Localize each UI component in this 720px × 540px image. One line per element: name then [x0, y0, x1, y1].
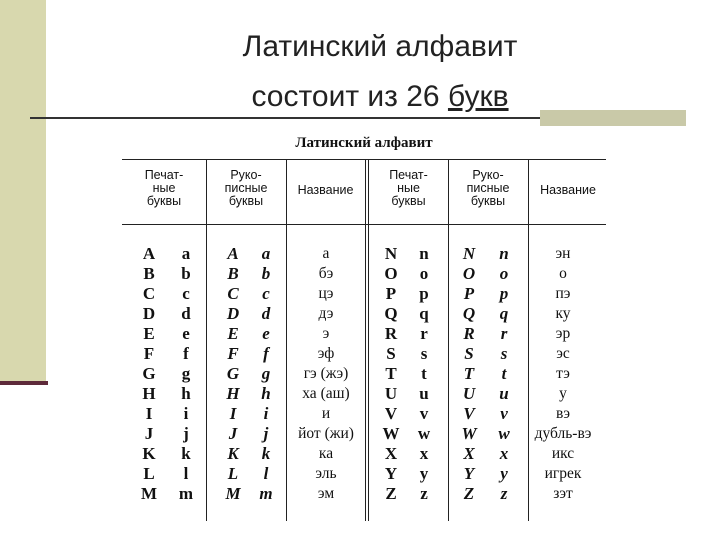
printed-upper: U: [384, 384, 398, 403]
printed-upper: H: [142, 384, 156, 403]
printed-upper: I: [145, 404, 153, 423]
sidebar-decoration: [0, 0, 46, 383]
table-top-rule: [122, 159, 606, 160]
slide-title-line2-prefix: состоит из 26: [251, 80, 448, 113]
handwritten-upper: W: [461, 424, 477, 443]
letter-name: эс: [556, 345, 570, 362]
alphabet-table: [118, 129, 610, 521]
letter-name: зэт: [553, 485, 573, 502]
printed-lower: f: [183, 344, 189, 363]
letter-name: а: [322, 245, 330, 262]
printed-lower: r: [420, 324, 428, 343]
handwritten-lower: c: [262, 284, 270, 303]
handwritten-upper: X: [463, 444, 475, 463]
printed-upper: C: [142, 284, 156, 303]
handwritten-upper: O: [462, 264, 476, 283]
letter-name: и: [321, 405, 331, 422]
printed-upper: F: [143, 344, 155, 363]
printed-upper: G: [142, 364, 156, 383]
handwritten-upper: M: [225, 484, 241, 503]
letter-name: ха (аш): [302, 385, 350, 402]
printed-lower: c: [182, 284, 190, 303]
table-title: Латинский алфавит: [295, 135, 433, 151]
printed-upper: L: [143, 464, 155, 483]
printed-lower: l: [183, 464, 189, 483]
handwritten-lower: a: [261, 244, 271, 263]
table-header-cell: Название: [297, 183, 354, 197]
printed-upper: Z: [385, 484, 397, 503]
printed-upper: P: [385, 284, 397, 303]
handwritten-lower: p: [499, 284, 509, 303]
handwritten-lower: q: [499, 304, 509, 323]
handwritten-upper: R: [463, 324, 475, 343]
printed-upper: V: [384, 404, 398, 423]
handwritten-lower: x: [499, 444, 509, 463]
letter-name: эль: [315, 465, 337, 482]
table-header-cell: Руко- писные буквы: [224, 168, 268, 208]
letter-name: игрек: [544, 465, 582, 482]
letter-name: ку: [555, 305, 571, 322]
handwritten-upper: Z: [463, 484, 475, 503]
printed-upper: K: [142, 444, 156, 463]
printed-lower: q: [419, 304, 429, 323]
printed-upper: X: [384, 444, 398, 463]
letter-name: цэ: [318, 285, 334, 302]
handwritten-lower: v: [500, 404, 508, 423]
handwritten-lower: d: [261, 304, 271, 323]
slide-title-line2-underlined: букв: [447, 80, 509, 113]
handwritten-upper: T: [463, 364, 475, 383]
printed-upper: Y: [384, 464, 398, 483]
letter-name: о: [559, 265, 567, 282]
printed-upper: W: [382, 424, 400, 443]
printed-upper: Q: [384, 304, 398, 323]
handwritten-lower: r: [500, 324, 508, 343]
handwritten-upper: L: [227, 464, 239, 483]
printed-upper: N: [384, 244, 398, 263]
handwritten-lower: z: [500, 484, 508, 503]
handwritten-upper: A: [227, 244, 239, 263]
handwritten-upper: I: [229, 404, 237, 423]
printed-lower: k: [181, 444, 191, 463]
letter-name: эф: [317, 345, 335, 362]
letter-name: икс: [551, 445, 575, 462]
handwritten-lower: w: [498, 424, 510, 443]
printed-lower: u: [419, 384, 429, 403]
slide-title: [160, 22, 600, 122]
handwritten-lower: m: [259, 484, 273, 503]
handwritten-lower: s: [500, 344, 508, 363]
table-header-cell: Печат- ные буквы: [389, 168, 428, 208]
printed-upper: D: [142, 304, 156, 323]
handwritten-upper: V: [463, 404, 475, 423]
slide-title-line1: Латинский алфавит: [242, 30, 518, 63]
handwritten-lower: k: [261, 444, 271, 463]
handwritten-upper: Y: [463, 464, 475, 483]
table-center-divider-b: [368, 159, 369, 521]
handwritten-upper: C: [227, 284, 239, 303]
handwritten-lower: n: [499, 244, 509, 263]
letter-name: дубль-вэ: [534, 425, 592, 442]
handwritten-upper: J: [228, 424, 238, 443]
printed-lower: b: [181, 264, 191, 283]
handwritten-upper: S: [464, 344, 474, 363]
table-header-cell: Печат- ные буквы: [144, 168, 184, 208]
handwritten-upper: K: [227, 444, 239, 463]
handwritten-lower: e: [262, 324, 270, 343]
letter-name: тэ: [556, 365, 570, 382]
slide-title-line2: [160, 72, 600, 122]
handwritten-upper: N: [462, 244, 476, 263]
letter-name: эм: [317, 485, 335, 502]
printed-lower: z: [420, 484, 428, 503]
table-column-divider: [206, 159, 207, 521]
printed-lower: o: [419, 264, 429, 283]
printed-lower: s: [420, 344, 428, 363]
handwritten-lower: b: [261, 264, 271, 283]
printed-lower: e: [182, 324, 190, 343]
printed-upper: A: [142, 244, 156, 263]
printed-upper: E: [143, 324, 155, 343]
letter-name: вэ: [556, 405, 570, 422]
printed-lower: j: [183, 424, 189, 443]
printed-lower: i: [183, 404, 189, 423]
letter-name: бэ: [318, 265, 334, 282]
sidebar-accent-line: [0, 381, 48, 385]
printed-lower: h: [181, 384, 191, 403]
handwritten-lower: j: [263, 424, 269, 443]
handwritten-upper: P: [463, 284, 475, 303]
handwritten-upper: H: [226, 384, 240, 403]
printed-lower: w: [417, 424, 431, 443]
printed-lower: p: [419, 284, 429, 303]
printed-lower: t: [421, 364, 427, 383]
table-header-cell: Название: [540, 183, 596, 197]
printed-upper: J: [144, 424, 154, 443]
handwritten-lower: o: [499, 264, 509, 283]
letter-name: ка: [318, 445, 334, 462]
letter-name: гэ (жэ): [303, 365, 349, 382]
printed-upper: R: [384, 324, 398, 343]
letter-name: йот (жи): [298, 425, 354, 442]
printed-lower: a: [181, 244, 191, 263]
handwritten-upper: B: [227, 264, 239, 283]
handwritten-lower: t: [501, 364, 507, 383]
handwritten-lower: g: [261, 364, 271, 383]
handwritten-upper: E: [227, 324, 239, 343]
printed-upper: M: [140, 484, 158, 503]
table-header-rule: [122, 224, 606, 225]
letter-name: пэ: [555, 285, 571, 302]
handwritten-upper: Q: [462, 304, 476, 323]
handwritten-upper: D: [226, 304, 240, 323]
letter-name: эн: [555, 245, 571, 262]
letter-name: дэ: [318, 305, 334, 322]
handwritten-lower: i: [263, 404, 269, 423]
printed-lower: m: [178, 484, 194, 503]
letter-name: эр: [555, 325, 571, 342]
letter-name: у: [559, 385, 567, 402]
handwritten-lower: h: [261, 384, 271, 403]
handwritten-upper: G: [226, 364, 240, 383]
table-header-cell: Руко- писные буквы: [466, 168, 510, 208]
handwritten-upper: U: [462, 384, 476, 403]
printed-lower: n: [419, 244, 429, 263]
handwritten-upper: F: [227, 344, 239, 363]
printed-upper: O: [384, 264, 398, 283]
printed-upper: T: [385, 364, 397, 383]
printed-lower: x: [419, 444, 429, 463]
printed-upper: B: [143, 264, 155, 283]
handwritten-lower: f: [263, 344, 269, 363]
printed-lower: d: [181, 304, 191, 323]
table-column-divider: [448, 159, 449, 521]
letter-name: э: [322, 325, 330, 342]
handwritten-lower: l: [263, 464, 269, 483]
printed-upper: S: [386, 344, 396, 363]
printed-lower: y: [419, 464, 429, 483]
printed-lower: v: [419, 404, 429, 423]
handwritten-lower: u: [499, 384, 509, 403]
handwritten-lower: y: [500, 464, 508, 483]
printed-lower: g: [181, 364, 191, 383]
